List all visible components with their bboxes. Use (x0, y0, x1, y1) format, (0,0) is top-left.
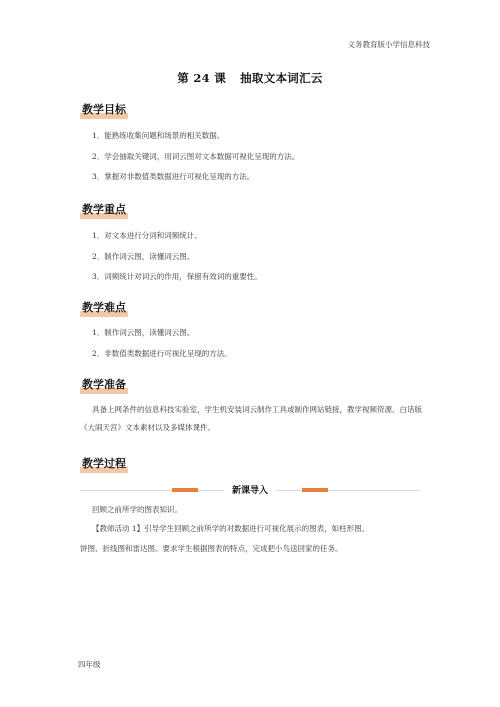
lesson-number: 第 24 课 (177, 71, 227, 85)
preparation-text: 具备上网条件的信息科技实验室，学生机安装词云制作工具或制作网站链接，教学视频资源、白话版《大闹天宫》文本素材以及多媒体课件。 (80, 405, 422, 432)
header-series: 义务教育版小学信息科技 (347, 40, 430, 49)
key-point-item: 2．制作词云图，读懂词云图。 (92, 252, 195, 261)
lesson-title (0, 70, 500, 86)
section-heading-goals: 教学目标 (80, 101, 128, 118)
section-heading-process: 教学过程 (80, 455, 128, 472)
key-point-item: 3．词频统计对词云的作用，保留有效词的重要性。 (92, 272, 262, 281)
difficulty-item: 1．制作词云图，读懂词云图。 (92, 328, 195, 337)
lesson-name: 抽取文本词汇云 (240, 71, 323, 85)
goal-item: 2．学会抽取关键词，用词云图对文本数据可视化呈现的方法。 (92, 152, 300, 161)
difficulty-item: 2．非数值类数据进行可视化呈现的方法。 (92, 349, 232, 358)
section-heading-difficulties: 教学难点 (80, 299, 128, 316)
process-line: 饼图、折线图和雷达图。要求学生根据图表的特点，完成把小鸟送回家的任务。 (80, 544, 343, 553)
section-heading-preparation: 教学准备 (80, 376, 128, 393)
process-line: 【教师活动 1】引导学生回顾之前所学的对数据进行可视化展示的图表，如柱形图、 (92, 524, 370, 533)
key-point-item: 1．对文本进行分词和词频统计。 (92, 231, 202, 240)
subsection-title: 新课导入 (80, 483, 420, 496)
section-heading-key-points: 教学重点 (80, 201, 128, 218)
subsection-divider (80, 482, 420, 498)
footer-grade: 四年级 (78, 660, 101, 669)
goal-item: 3．掌握对非数值类数据进行可视化呈现的方法。 (92, 172, 255, 181)
goal-item: 1．能熟练收集问题和场景的相关数据。 (92, 131, 225, 140)
process-line: 回顾之前所学的图表知识。 (92, 505, 182, 514)
